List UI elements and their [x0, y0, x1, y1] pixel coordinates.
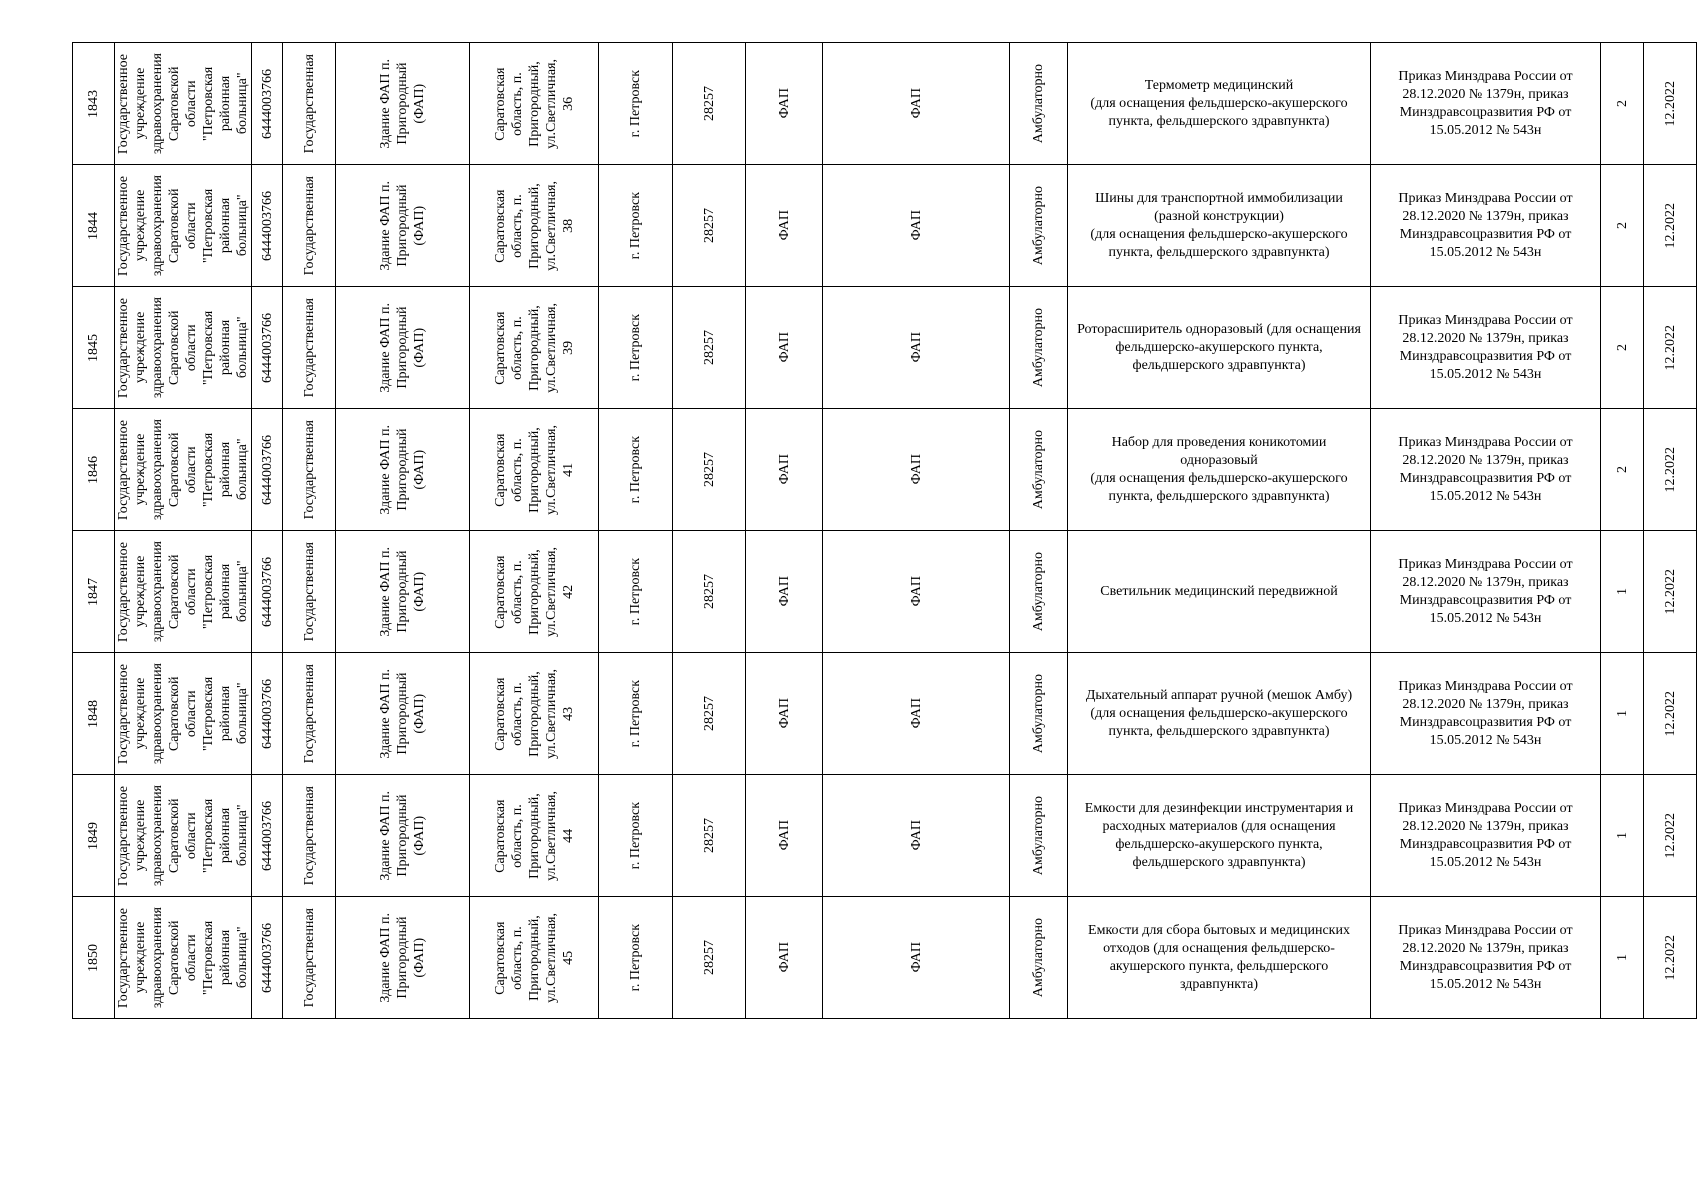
- city-cell: [599, 653, 673, 775]
- regulation-reference-cell: [1371, 653, 1601, 775]
- locality-code: 28257: [701, 574, 717, 609]
- organization-name: Государственное учреждение здравоохранения Саратовской области "Петровская районная больница": [116, 784, 250, 887]
- delivery-date-cell: [1644, 165, 1697, 287]
- facility-subtype: ФАП: [908, 942, 924, 973]
- city-cell: [599, 409, 673, 531]
- city-cell: [599, 287, 673, 409]
- equipment-description-cell: [1068, 653, 1371, 775]
- row-number: 1847: [86, 577, 101, 606]
- facility-subtype-cell: [823, 409, 1010, 531]
- quantity-cell: [1601, 165, 1644, 287]
- facility-subtype-cell: [823, 287, 1010, 409]
- inn-cell: [252, 897, 283, 1019]
- inn-cell: [252, 775, 283, 897]
- row-number: 1845: [86, 333, 101, 362]
- table-row: [73, 775, 1697, 897]
- inn-cell: [252, 165, 283, 287]
- facility-subtype: ФАП: [908, 454, 924, 485]
- row-number: 1848: [86, 699, 101, 728]
- care-form: Амбулаторно: [1031, 551, 1046, 632]
- facility-subtype: ФАП: [908, 88, 924, 119]
- ownership-form: Государственная: [301, 663, 317, 764]
- quantity: 1: [1614, 954, 1630, 961]
- inn: 6444003766: [259, 678, 275, 749]
- ownership-form-cell: [283, 165, 336, 287]
- facility-subtype-cell: [823, 531, 1010, 653]
- delivery-date: 12.2022: [1662, 812, 1678, 859]
- delivery-date: 12.2022: [1662, 568, 1678, 615]
- inn: 6444003766: [259, 312, 275, 383]
- care-form-cell: [1010, 287, 1068, 409]
- care-form: Амбулаторно: [1031, 307, 1046, 388]
- facility-subtype: ФАП: [908, 332, 924, 363]
- care-form: Амбулаторно: [1031, 673, 1046, 754]
- delivery-date-cell: [1644, 775, 1697, 897]
- ownership-form: Государственная: [301, 785, 317, 886]
- regulation-reference: Приказ Минздрава России от 28.12.2020 № 1379н, приказ Минздравсоцразвития РФ от 15.05.2012 № 543н: [1398, 556, 1573, 626]
- locality-code-cell: [673, 775, 746, 897]
- facility-type-cell: [746, 43, 823, 165]
- inn-cell: [252, 653, 283, 775]
- address: Саратовская область, п. Пригородный, ул.Светличная, 41: [492, 424, 576, 515]
- inn: 6444003766: [259, 922, 275, 993]
- row-number: 1849: [86, 821, 101, 850]
- table-row: [73, 409, 1697, 531]
- facility-type: ФАП: [776, 210, 792, 241]
- locality-code-cell: [673, 165, 746, 287]
- facility-type-cell: [746, 409, 823, 531]
- locality-code-cell: [673, 531, 746, 653]
- quantity-cell: [1601, 287, 1644, 409]
- city: г. Петровск: [628, 801, 643, 870]
- address-cell: [470, 409, 599, 531]
- quantity-cell: [1601, 897, 1644, 1019]
- care-form-cell: [1010, 409, 1068, 531]
- inn: 6444003766: [259, 434, 275, 505]
- table-row: [73, 531, 1697, 653]
- building-name-cell: [336, 43, 470, 165]
- inn: 6444003766: [259, 800, 275, 871]
- table-body: [73, 43, 1697, 1019]
- city-cell: [599, 775, 673, 897]
- regulation-reference-cell: [1371, 409, 1601, 531]
- row-number-cell: [73, 165, 115, 287]
- building-name-cell: [336, 531, 470, 653]
- facility-type: ФАП: [776, 332, 792, 363]
- locality-code-cell: [673, 897, 746, 1019]
- city: г. Петровск: [628, 191, 643, 260]
- facility-type: ФАП: [776, 454, 792, 485]
- ownership-form-cell: [283, 897, 336, 1019]
- locality-code: 28257: [701, 330, 717, 365]
- facility-type: ФАП: [776, 942, 792, 973]
- inn: 6444003766: [259, 68, 275, 139]
- equipment-description: Емкости для дезинфекции инструментария и расходных материалов (для оснащения фельдшерско-акушерского пункта, фельдшерского здравпункта): [1084, 800, 1354, 870]
- table-row: [73, 287, 1697, 409]
- equipment-description-cell: [1068, 165, 1371, 287]
- organization-name-cell: [115, 897, 252, 1019]
- care-form-cell: [1010, 165, 1068, 287]
- address-cell: [470, 775, 599, 897]
- city: г. Петровск: [628, 679, 643, 748]
- organization-name: Государственное учреждение здравоохранения Саратовской области "Петровская районная больница": [116, 418, 250, 521]
- locality-code: 28257: [701, 86, 717, 121]
- building-name: Здание ФАП п. Пригородный (ФАП): [378, 58, 427, 149]
- ownership-form: Государственная: [301, 541, 317, 642]
- inn-cell: [252, 43, 283, 165]
- delivery-date: 12.2022: [1662, 446, 1678, 493]
- care-form: Амбулаторно: [1031, 63, 1046, 144]
- care-form: Амбулаторно: [1031, 917, 1046, 998]
- row-number: 1843: [86, 89, 101, 118]
- equipment-description: Роторасширитель одноразовый (для оснащения фельдшерско-акушерского пункта, фельдшерского здравпункта): [1077, 321, 1361, 373]
- care-form-cell: [1010, 653, 1068, 775]
- row-number: 1846: [86, 455, 101, 484]
- table-row: [73, 43, 1697, 165]
- city-cell: [599, 165, 673, 287]
- building-name: Здание ФАП п. Пригородный (ФАП): [378, 180, 427, 271]
- regulation-reference: Приказ Минздрава России от 28.12.2020 № 1379н, приказ Минздравсоцразвития РФ от 15.05.2012 № 543н: [1398, 922, 1573, 992]
- locality-code-cell: [673, 43, 746, 165]
- quantity-cell: [1601, 43, 1644, 165]
- building-name: Здание ФАП п. Пригородный (ФАП): [378, 302, 427, 393]
- equipment-description-cell: [1068, 531, 1371, 653]
- city-cell: [599, 531, 673, 653]
- locality-code-cell: [673, 287, 746, 409]
- building-name: Здание ФАП п. Пригородный (ФАП): [378, 790, 427, 881]
- locality-code: 28257: [701, 696, 717, 731]
- locality-code: 28257: [701, 818, 717, 853]
- care-form-cell: [1010, 897, 1068, 1019]
- building-name: Здание ФАП п. Пригородный (ФАП): [378, 912, 427, 1003]
- equipment-description: Дыхательный аппарат ручной (мешок Амбу) (для оснащения фельдшерско-акушерского пункта, фельдшерского здравпункта): [1085, 687, 1353, 739]
- facility-subtype: ФАП: [908, 698, 924, 729]
- ownership-form: Государственная: [301, 907, 317, 1008]
- organization-name-cell: [115, 531, 252, 653]
- equipment-description-cell: [1068, 897, 1371, 1019]
- row-number-cell: [73, 43, 115, 165]
- building-name-cell: [336, 775, 470, 897]
- row-number-cell: [73, 531, 115, 653]
- row-number: 1850: [86, 943, 101, 972]
- address-cell: [470, 897, 599, 1019]
- delivery-date: 12.2022: [1662, 934, 1678, 981]
- regulation-reference: Приказ Минздрава России от 28.12.2020 № 1379н, приказ Минздравсоцразвития РФ от 15.05.2012 № 543н: [1398, 434, 1573, 504]
- delivery-date: 12.2022: [1662, 690, 1678, 737]
- organization-name: Государственное учреждение здравоохранения Саратовской области "Петровская районная больница": [116, 662, 250, 765]
- ownership-form-cell: [283, 287, 336, 409]
- delivery-date: 12.2022: [1662, 202, 1678, 249]
- facility-type: ФАП: [776, 820, 792, 851]
- equipment-description: Набор для проведения коникотомии одноразовый (для оснащения фельдшерско-акушерского пункта, фельдшерского здравпункта): [1090, 434, 1348, 504]
- ownership-form: Государственная: [301, 175, 317, 276]
- building-name-cell: [336, 165, 470, 287]
- regulation-reference-cell: [1371, 897, 1601, 1019]
- building-name-cell: [336, 897, 470, 1019]
- quantity: 1: [1614, 832, 1630, 839]
- care-form-cell: [1010, 775, 1068, 897]
- organization-name-cell: [115, 653, 252, 775]
- facility-type-cell: [746, 775, 823, 897]
- facility-subtype-cell: [823, 165, 1010, 287]
- row-number-cell: [73, 897, 115, 1019]
- regulation-reference: Приказ Минздрава России от 28.12.2020 № 1379н, приказ Минздравсоцразвития РФ от 15.05.2012 № 543н: [1398, 678, 1573, 748]
- ownership-form: Государственная: [301, 419, 317, 520]
- table-row: [73, 653, 1697, 775]
- delivery-date-cell: [1644, 897, 1697, 1019]
- address-cell: [470, 43, 599, 165]
- facility-type: ФАП: [776, 698, 792, 729]
- ownership-form-cell: [283, 653, 336, 775]
- locality-code: 28257: [701, 208, 717, 243]
- facility-subtype: ФАП: [908, 210, 924, 241]
- organization-name-cell: [115, 409, 252, 531]
- city: г. Петровск: [628, 557, 643, 626]
- delivery-date: 12.2022: [1662, 324, 1678, 371]
- ownership-form-cell: [283, 43, 336, 165]
- care-form-cell: [1010, 43, 1068, 165]
- city-cell: [599, 897, 673, 1019]
- row-number-cell: [73, 409, 115, 531]
- quantity: 1: [1614, 710, 1630, 717]
- address: Саратовская область, п. Пригородный, ул.Светличная, 39: [492, 302, 576, 393]
- equipment-description: Термометр медицинский (для оснащения фельдшерско-акушерского пункта, фельдшерского здравпункта): [1090, 77, 1348, 129]
- inn-cell: [252, 287, 283, 409]
- delivery-date-cell: [1644, 43, 1697, 165]
- city: г. Петровск: [628, 69, 643, 138]
- facility-type-cell: [746, 165, 823, 287]
- facility-subtype-cell: [823, 897, 1010, 1019]
- equipment-description: Светильник медицинский передвижной: [1100, 583, 1338, 599]
- city: г. Петровск: [628, 313, 643, 382]
- facility-subtype-cell: [823, 653, 1010, 775]
- quantity-cell: [1601, 653, 1644, 775]
- building-name: Здание ФАП п. Пригородный (ФАП): [378, 424, 427, 515]
- quantity-cell: [1601, 775, 1644, 897]
- delivery-date-cell: [1644, 409, 1697, 531]
- delivery-date-cell: [1644, 653, 1697, 775]
- ownership-form: Государственная: [301, 297, 317, 398]
- organization-name-cell: [115, 165, 252, 287]
- quantity: 2: [1614, 466, 1630, 473]
- row-number: 1844: [86, 211, 101, 240]
- facility-subtype-cell: [823, 43, 1010, 165]
- care-form: Амбулаторно: [1031, 185, 1046, 266]
- inn-cell: [252, 409, 283, 531]
- regulation-reference-cell: [1371, 43, 1601, 165]
- locality-code: 28257: [701, 452, 717, 487]
- inn: 6444003766: [259, 556, 275, 627]
- locality-code-cell: [673, 409, 746, 531]
- address: Саратовская область, п. Пригородный, ул.Светличная, 43: [492, 668, 576, 759]
- locality-code: 28257: [701, 940, 717, 975]
- inn-cell: [252, 531, 283, 653]
- organization-name: Государственное учреждение здравоохранения Саратовской области "Петровская районная больница": [116, 174, 250, 277]
- regulation-reference: Приказ Минздрава России от 28.12.2020 № 1379н, приказ Минздравсоцразвития РФ от 15.05.2012 № 543н: [1398, 68, 1573, 138]
- delivery-date: 12.2022: [1662, 80, 1678, 127]
- regulation-reference: Приказ Минздрава России от 28.12.2020 № 1379н, приказ Минздравсоцразвития РФ от 15.05.2012 № 543н: [1398, 190, 1573, 260]
- address: Саратовская область, п. Пригородный, ул.Светличная, 36: [492, 58, 576, 149]
- equipment-description-cell: [1068, 409, 1371, 531]
- equipment-table: [72, 42, 1697, 1019]
- quantity: 2: [1614, 100, 1630, 107]
- building-name-cell: [336, 287, 470, 409]
- care-form: Амбулаторно: [1031, 429, 1046, 510]
- ownership-form: Государственная: [301, 53, 317, 154]
- quantity: 1: [1614, 588, 1630, 595]
- city: г. Петровск: [628, 923, 643, 992]
- ownership-form-cell: [283, 775, 336, 897]
- regulation-reference-cell: [1371, 775, 1601, 897]
- facility-type: ФАП: [776, 88, 792, 119]
- equipment-description-cell: [1068, 287, 1371, 409]
- address-cell: [470, 287, 599, 409]
- row-number-cell: [73, 287, 115, 409]
- ownership-form-cell: [283, 409, 336, 531]
- quantity: 2: [1614, 344, 1630, 351]
- city-cell: [599, 43, 673, 165]
- regulation-reference-cell: [1371, 287, 1601, 409]
- facility-subtype-cell: [823, 775, 1010, 897]
- address-cell: [470, 531, 599, 653]
- organization-name: Государственное учреждение здравоохранения Саратовской области "Петровская районная больница": [116, 296, 250, 399]
- inn: 6444003766: [259, 190, 275, 261]
- regulation-reference: Приказ Минздрава России от 28.12.2020 № 1379н, приказ Минздравсоцразвития РФ от 15.05.2012 № 543н: [1398, 312, 1573, 382]
- address-cell: [470, 653, 599, 775]
- regulation-reference-cell: [1371, 165, 1601, 287]
- row-number-cell: [73, 775, 115, 897]
- delivery-date-cell: [1644, 287, 1697, 409]
- city: г. Петровск: [628, 435, 643, 504]
- quantity-cell: [1601, 531, 1644, 653]
- building-name: Здание ФАП п. Пригородный (ФАП): [378, 668, 427, 759]
- equipment-description: Емкости для сбора бытовых и медицинских отходов (для оснащения фельдшерско-акушерского пункта, фельдшерского здравпункта): [1088, 922, 1350, 992]
- facility-type-cell: [746, 287, 823, 409]
- facility-subtype: ФАП: [908, 820, 924, 851]
- organization-name-cell: [115, 775, 252, 897]
- equipment-description-cell: [1068, 43, 1371, 165]
- organization-name: Государственное учреждение здравоохранения Саратовской области "Петровская районная больница": [116, 906, 250, 1009]
- regulation-reference-cell: [1371, 531, 1601, 653]
- care-form-cell: [1010, 531, 1068, 653]
- quantity: 2: [1614, 222, 1630, 229]
- building-name-cell: [336, 409, 470, 531]
- facility-type: ФАП: [776, 576, 792, 607]
- address: Саратовская область, п. Пригородный, ул.Светличная, 42: [492, 546, 576, 637]
- quantity-cell: [1601, 409, 1644, 531]
- organization-name-cell: [115, 287, 252, 409]
- table-row: [73, 897, 1697, 1019]
- table-row: [73, 165, 1697, 287]
- delivery-date-cell: [1644, 531, 1697, 653]
- facility-subtype: ФАП: [908, 576, 924, 607]
- facility-type-cell: [746, 653, 823, 775]
- care-form: Амбулаторно: [1031, 795, 1046, 876]
- address: Саратовская область, п. Пригородный, ул.Светличная, 44: [492, 790, 576, 881]
- regulation-reference: Приказ Минздрава России от 28.12.2020 № 1379н, приказ Минздравсоцразвития РФ от 15.05.2012 № 543н: [1398, 800, 1573, 870]
- address: Саратовская область, п. Пригородный, ул.Светличная, 45: [492, 912, 576, 1003]
- organization-name: Государственное учреждение здравоохранения Саратовской области "Петровская районная больница": [116, 540, 250, 643]
- equipment-description: Шины для транспортной иммобилизации (разной конструкции) (для оснащения фельдшерско-акушерского пункта, фельдшерского здравпункта): [1090, 190, 1348, 260]
- building-name-cell: [336, 653, 470, 775]
- facility-type-cell: [746, 531, 823, 653]
- facility-type-cell: [746, 897, 823, 1019]
- ownership-form-cell: [283, 531, 336, 653]
- organization-name: Государственное учреждение здравоохранения Саратовской области "Петровская районная больница": [116, 52, 250, 155]
- equipment-description-cell: [1068, 775, 1371, 897]
- address-cell: [470, 165, 599, 287]
- organization-name-cell: [115, 43, 252, 165]
- row-number-cell: [73, 653, 115, 775]
- address: Саратовская область, п. Пригородный, ул.Светличная, 38: [492, 180, 576, 271]
- building-name: Здание ФАП п. Пригородный (ФАП): [378, 546, 427, 637]
- locality-code-cell: [673, 653, 746, 775]
